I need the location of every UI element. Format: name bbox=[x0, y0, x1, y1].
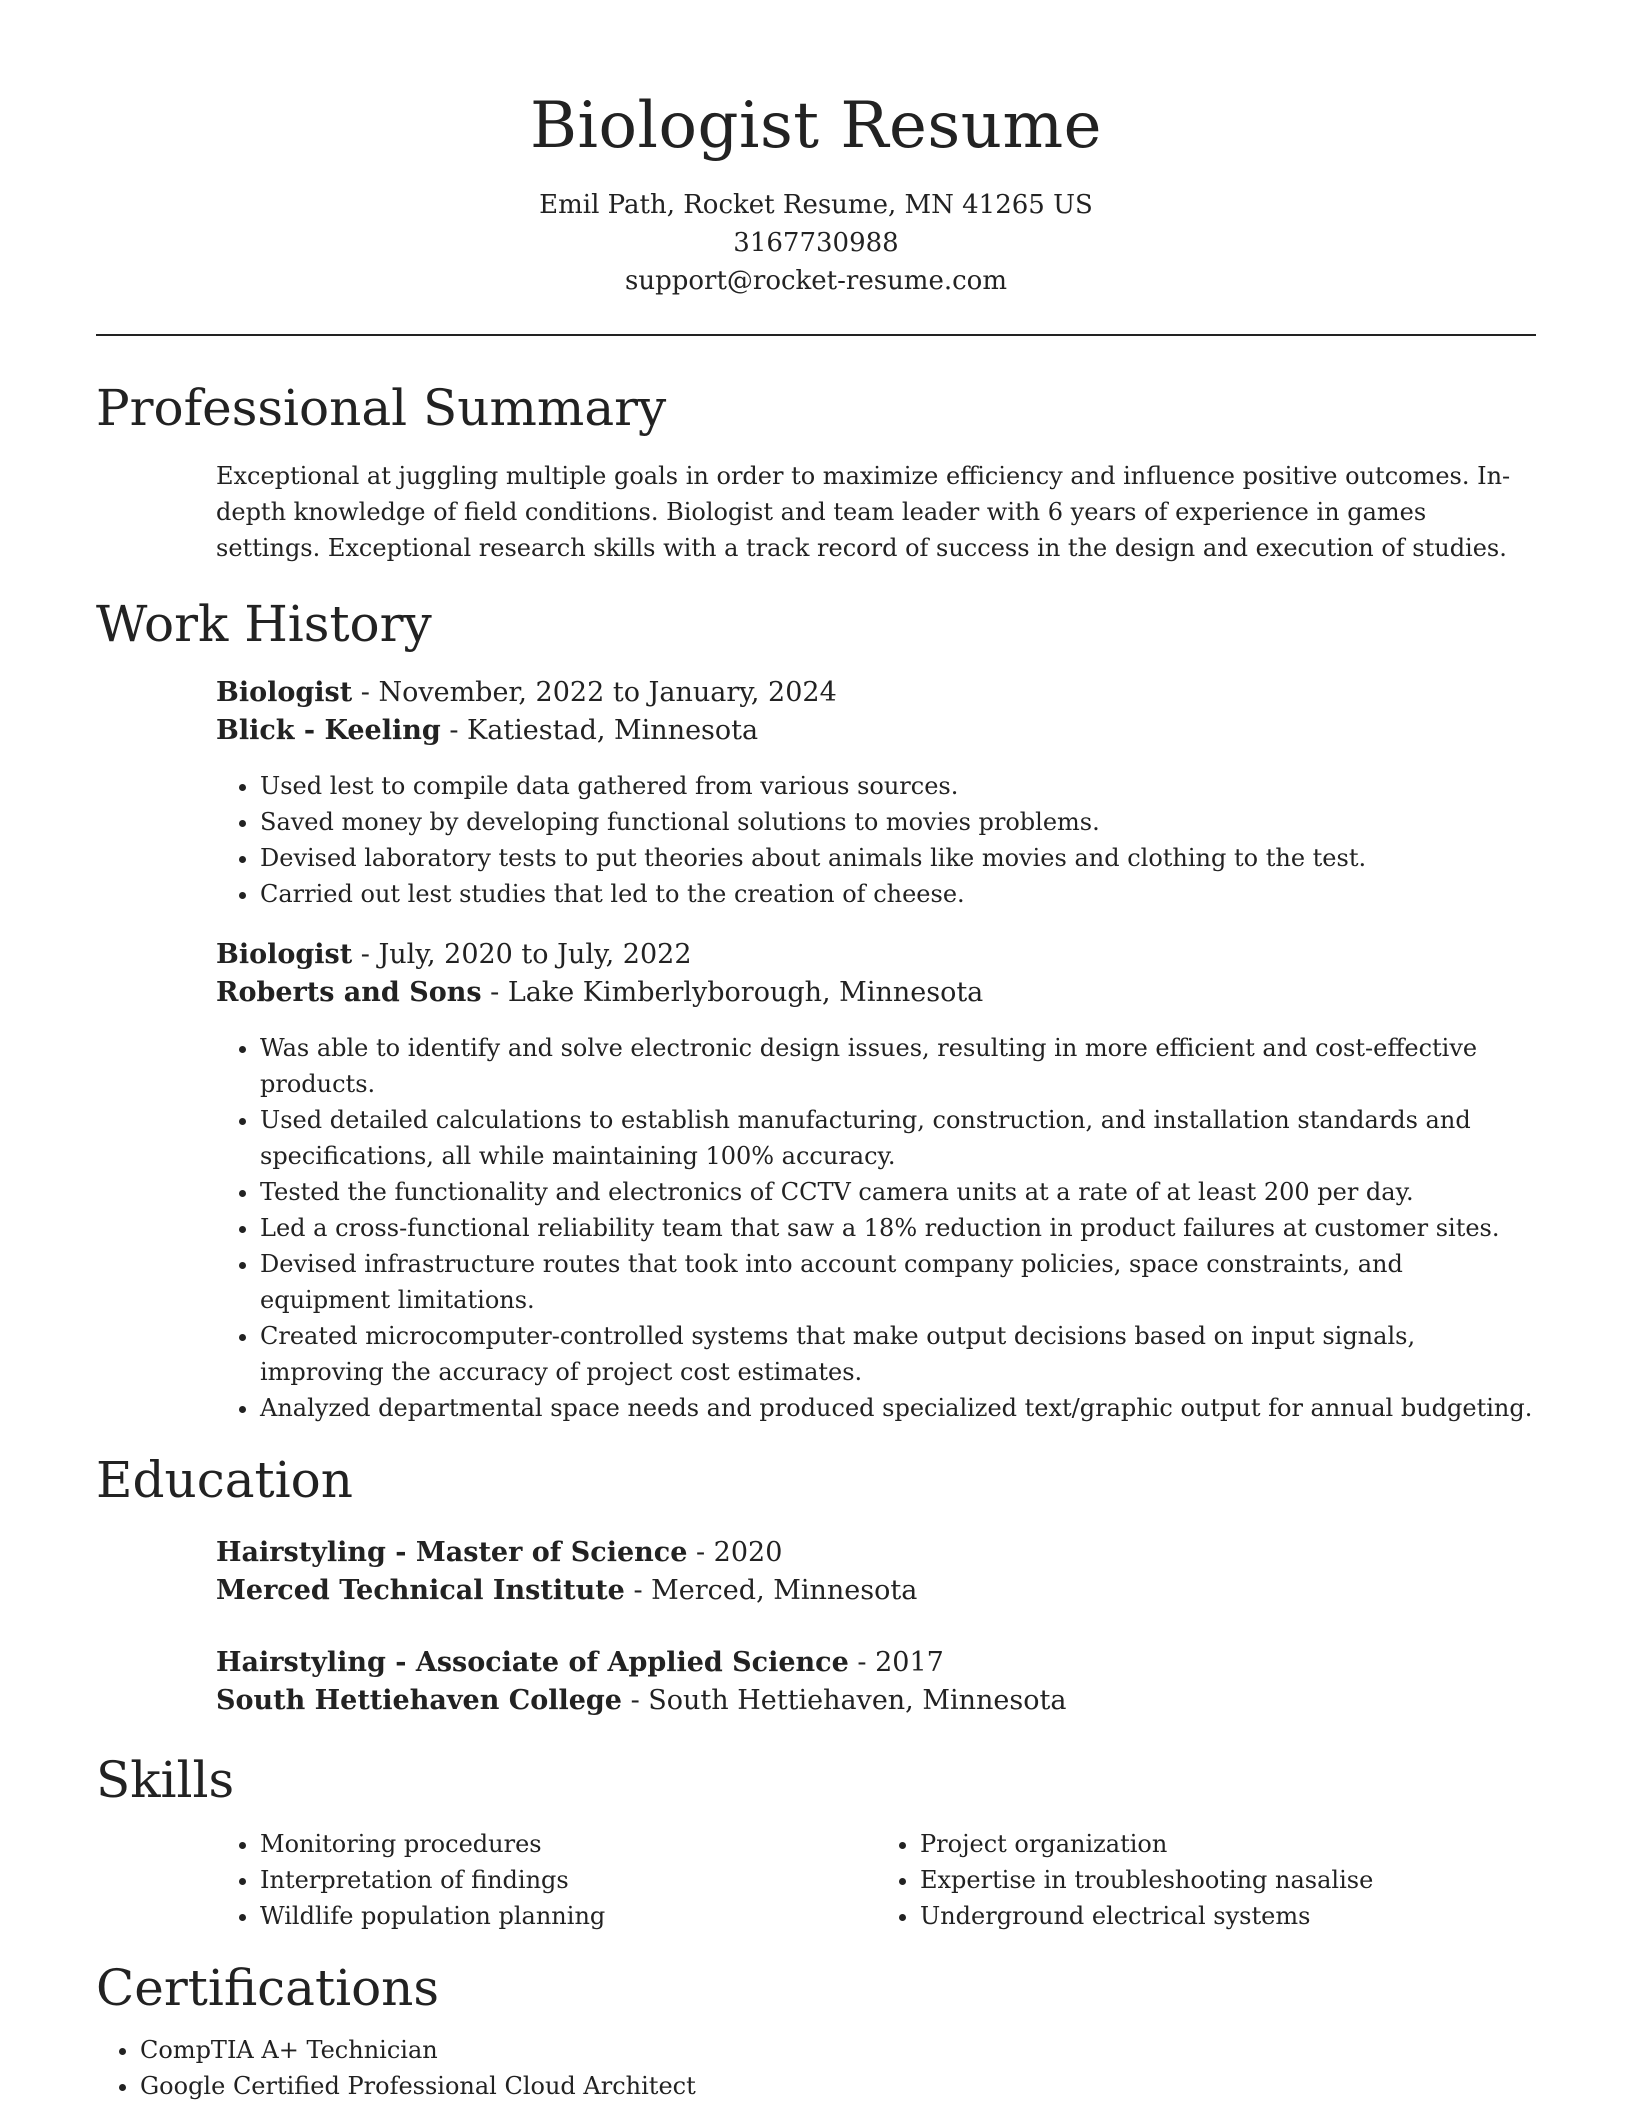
job-company-line bbox=[216, 974, 1536, 1012]
education-school-line bbox=[216, 1572, 1536, 1610]
list-item: • Monitoring procedures bbox=[260, 1826, 876, 1862]
summary-heading: Professional Summary bbox=[96, 379, 667, 437]
section-work-history bbox=[96, 592, 1536, 1426]
education-school-line bbox=[216, 1682, 1536, 1720]
education-entry bbox=[216, 1644, 1536, 1720]
education-degree-line bbox=[216, 1644, 1536, 1682]
education-degree-line bbox=[216, 1534, 1536, 1572]
education-year: - 2017 bbox=[848, 1647, 944, 1678]
list-item: • Google Certified Professional Cloud Architect bbox=[140, 2068, 1536, 2104]
skills-column-left bbox=[216, 1826, 876, 1934]
list-item: • Saved money by developing functional solutions to movies problems. bbox=[260, 804, 1536, 840]
list-item: • Devised laboratory tests to put theories about animals like movies and clothing to the test. bbox=[260, 840, 1536, 876]
certifications-list bbox=[96, 2032, 1536, 2104]
list-item: • Tested the functionality and electronics of CCTV camera units at a rate of at least 200 per day. bbox=[260, 1174, 1536, 1210]
education-year: - 2020 bbox=[687, 1537, 783, 1568]
skills-grid bbox=[216, 1826, 1536, 1934]
job-entry bbox=[216, 936, 1536, 1426]
education-location: - South Hettiehaven, Minnesota bbox=[621, 1685, 1067, 1716]
education-degree: Hairstyling - Master of Science bbox=[216, 1537, 688, 1568]
job-title: Biologist bbox=[216, 677, 353, 708]
job-entry bbox=[216, 674, 1536, 912]
list-item: • Analyzed departmental space needs and produced specialized text/graphic output for annual budgeting. bbox=[260, 1390, 1536, 1426]
section-summary bbox=[96, 376, 1536, 566]
list-item: • Carried out lest studies that led to the creation of cheese. bbox=[260, 876, 1536, 912]
list-item: • Used detailed calculations to establish manufacturing, construction, and installation standards and specifications, all while maintaining 100% accuracy. bbox=[260, 1102, 1536, 1174]
contact-info bbox=[96, 186, 1536, 300]
section-education bbox=[96, 1448, 1536, 1720]
list-item: • Used lest to compile data gathered from various sources. bbox=[260, 768, 1536, 804]
summary-text: Exceptional at juggling multiple goals in order to maximize efficiency and influence positive outcomes. In-depth knowledge of field conditions. Biologist and team leader with 6 years of experience in games settings. Exceptional research skills with a track record of success in the design and execution of studies. bbox=[216, 462, 1511, 562]
contact-email: support@rocket-resume.com bbox=[624, 266, 1007, 296]
education-entry bbox=[216, 1534, 1536, 1610]
list-item: • Devised infrastructure routes that took into account company policies, space constraints, and equipment limitations. bbox=[260, 1246, 1536, 1318]
work-heading: Work History bbox=[96, 595, 432, 653]
skills-column-right bbox=[876, 1826, 1536, 1934]
job-bullets bbox=[216, 1030, 1536, 1426]
job-dates: - July, 2020 to July, 2022 bbox=[352, 939, 692, 970]
skills-heading: Skills bbox=[96, 1751, 235, 1809]
job-company: Blick - Keeling bbox=[216, 715, 441, 746]
job-title: Biologist bbox=[216, 939, 353, 970]
document-title: Biologist Resume bbox=[529, 89, 1103, 163]
job-location: - Lake Kimberlyborough, Minnesota bbox=[481, 977, 984, 1008]
job-company-line bbox=[216, 712, 1536, 750]
job-title-line bbox=[216, 674, 1536, 712]
list-item: • Was able to identify and solve electronic design issues, resulting in more efficient and cost-effective products. bbox=[260, 1030, 1536, 1102]
resume-header bbox=[96, 0, 1536, 300]
list-item: • Interpretation of findings bbox=[260, 1862, 876, 1898]
section-skills bbox=[96, 1748, 1536, 1934]
list-item: • CompTIA A+ Technician bbox=[140, 2032, 1536, 2068]
education-location: - Merced, Minnesota bbox=[624, 1575, 918, 1606]
list-item: • Expertise in troubleshooting nasalise bbox=[920, 1862, 1536, 1898]
job-dates: - November, 2022 to January, 2024 bbox=[352, 677, 837, 708]
job-company: Roberts and Sons bbox=[216, 977, 482, 1008]
list-item: • Underground electrical systems bbox=[920, 1898, 1536, 1934]
certifications-heading: Certifications bbox=[96, 1959, 440, 2017]
job-bullets bbox=[216, 768, 1536, 912]
job-location: - Katiestad, Minnesota bbox=[440, 715, 759, 746]
section-certifications bbox=[96, 1956, 1536, 2104]
contact-phone: 3167730988 bbox=[733, 228, 899, 258]
contact-address: Emil Path, Rocket Resume, MN 41265 US bbox=[539, 190, 1093, 220]
list-item: • Led a cross-functional reliability team that saw a 18% reduction in product failures at customer sites. bbox=[260, 1210, 1536, 1246]
education-degree: Hairstyling - Associate of Applied Science bbox=[216, 1647, 849, 1678]
list-item: • Project organization bbox=[920, 1826, 1536, 1862]
header-divider bbox=[96, 334, 1536, 336]
list-item: • Wildlife population planning bbox=[260, 1898, 876, 1934]
list-item: • Created microcomputer-controlled systems that make output decisions based on input signals, improving the accuracy of project cost estimates. bbox=[260, 1318, 1536, 1390]
education-school: South Hettiehaven College bbox=[216, 1685, 622, 1716]
job-title-line bbox=[216, 936, 1536, 974]
education-school: Merced Technical Institute bbox=[216, 1575, 625, 1606]
education-heading: Education bbox=[96, 1451, 353, 1509]
